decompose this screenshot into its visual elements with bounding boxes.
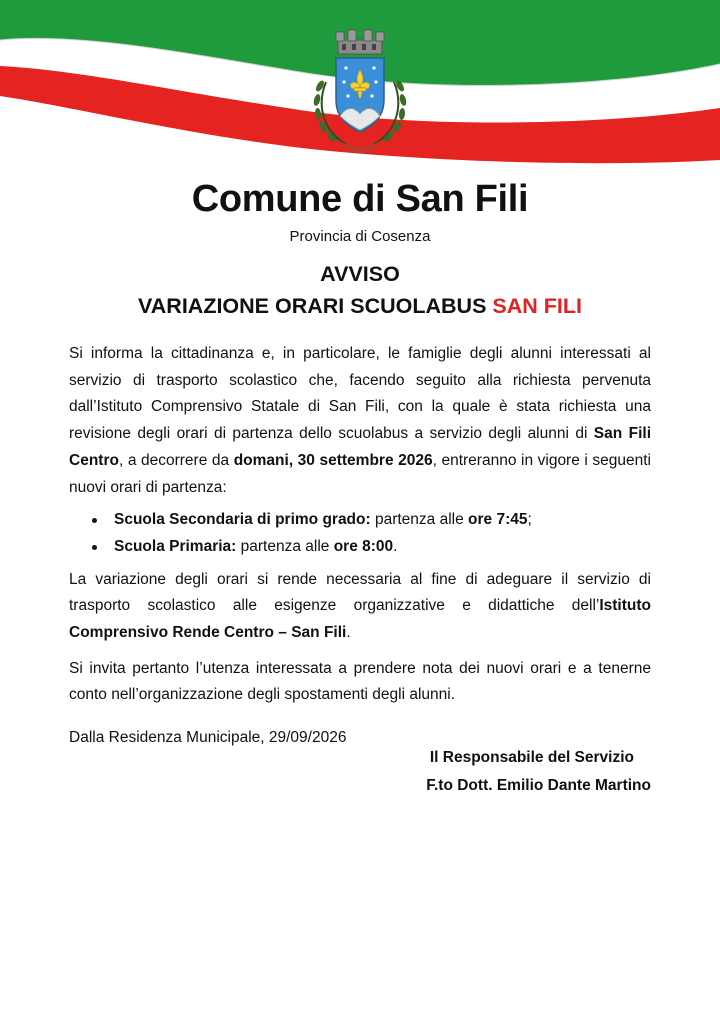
intro-text: Si informa la cittadinanza e, in particolare, le famiglie degli alunni interessati al servizio di trasporto scolastico che, facendo seguito alla richiesta pervenuta dall’Istituto Comprensivo Statale di San Fili, con la quale è stata richiesta una revisione degli orari di partenza dello scuolabus a servizio degli alunni di <box>69 345 651 443</box>
notice-subtitle-text: VARIAZIONE ORARI SCUOLABUS <box>138 294 493 318</box>
comune-title: Comune di San Fili <box>191 178 529 220</box>
punctuation: ; <box>527 511 532 529</box>
departure-time: ore 8:00 <box>333 537 394 555</box>
bullet-icon <box>92 518 97 523</box>
school-name: Scuola Secondaria di primo grado: <box>114 511 371 529</box>
schedule-list <box>69 507 651 560</box>
intro-paragraph <box>69 341 651 501</box>
bullet-icon <box>92 545 97 550</box>
signature-block <box>351 744 651 800</box>
notice-body <box>69 341 651 752</box>
reason-text: La variazione degli orari si rende necessaria al fine di adeguare il servizio di trasporto scolastico alle esigenze organizzative e didattiche dell’ <box>69 570 651 615</box>
intro-date: domani, 30 settembre 2026 <box>233 451 433 469</box>
province-label: Provincia di Cosenza <box>289 228 431 245</box>
list-item <box>114 507 651 534</box>
intro-text-2: , a decorrere da <box>118 451 234 469</box>
schedule-text: partenza alle <box>236 537 334 555</box>
notice-title: AVVISO <box>320 262 400 286</box>
coat-of-arms-icon <box>306 26 414 156</box>
notice-subtitle-highlight: SAN FILI <box>492 294 582 318</box>
schedule-text: partenza alle <box>370 511 469 529</box>
signature-role: Il Responsabile del Servizio <box>429 749 634 766</box>
intro-text-3: , entreranno in vigore i seguenti nuovi orari di partenza: <box>69 451 652 496</box>
invitation-paragraph: Si invita pertanto l’utenza interessata a prendere nota dei nuovi orari e a tenerne conto nell’organizzazione degli spostamenti degli alunni. <box>69 659 651 704</box>
signature-name: F.to Dott. Emilio Dante Martino <box>426 777 651 794</box>
reason-paragraph <box>69 567 651 647</box>
punctuation: . <box>346 624 351 642</box>
institute-name: Istituto Comprensivo Rende Centro – San Fili <box>69 597 651 642</box>
punctuation: . <box>393 537 398 555</box>
list-item <box>114 534 651 561</box>
spacer <box>69 647 651 656</box>
departure-time: ore 7:45 <box>468 511 528 529</box>
notice-subtitle <box>0 294 720 319</box>
place-date: Dalla Residenza Municipale, 29/09/2026 <box>69 729 347 747</box>
intro-location: San Fili Centro <box>69 425 652 469</box>
spacer <box>69 709 651 725</box>
school-name: Scuola Primaria: <box>114 537 237 555</box>
